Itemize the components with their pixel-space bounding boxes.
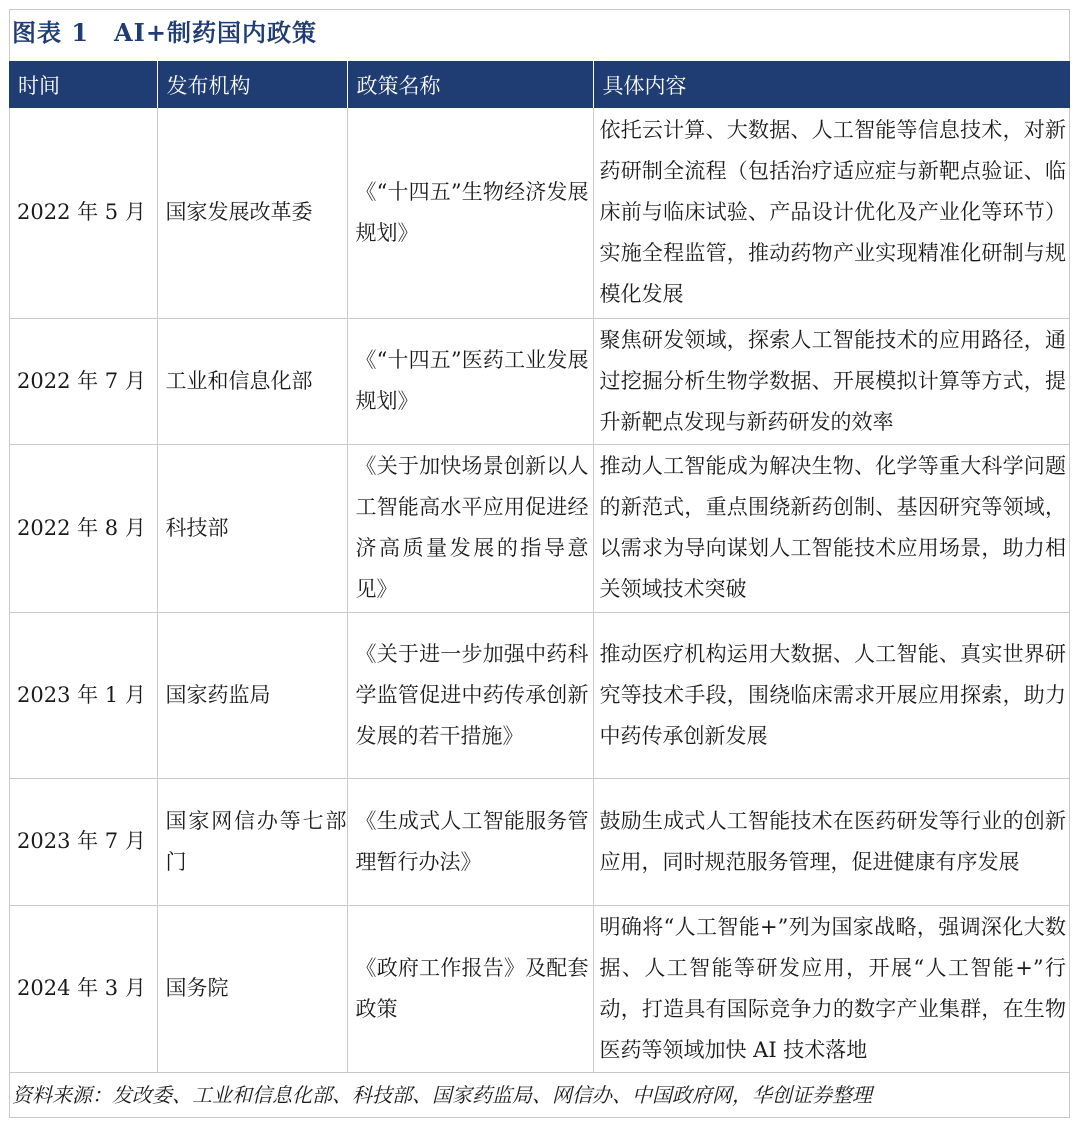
org-text: 国家发展改革委 <box>165 200 313 225</box>
header-org: 发布机构 <box>157 61 347 108</box>
content-text: 依托云计算、大数据、人工智能等信息技术，对新药研制全流程（包括治疗适应症与新靶点验证、临床前与临床试验、产品设计优化及产业化等环节）实施全程监管，推动药物产业实现精准化研制与规模化发展 <box>599 118 1066 307</box>
policy-name-text: 《关于进一步加强中药科学监管促进中药传承创新发展的若干措施》 <box>355 641 589 748</box>
org-text: 国家网信办等七部门 <box>165 808 347 874</box>
policy-name-text: 《“十四五”医药工业发展规划》 <box>355 348 589 413</box>
cell-time: 2022 年 5 月 <box>9 108 157 318</box>
cell-policy-name <box>347 444 593 612</box>
cell-org <box>157 612 347 778</box>
policy-name-text: 《关于加快场景创新以人工智能高水平应用促进经济高质量发展的指导意见》 <box>355 454 589 601</box>
header-time: 时间 <box>9 61 157 108</box>
cell-policy-name <box>347 778 593 905</box>
org-text: 科技部 <box>165 515 229 540</box>
content-text: 聚焦研发领域，探索人工智能技术的应用路径，通过挖掘分析生物学数据、开展模拟计算等方式，提升新靶点发现与新药研发的效率 <box>599 327 1066 434</box>
cell-org <box>157 108 347 318</box>
cell-content <box>593 612 1070 778</box>
cell-content <box>593 444 1070 612</box>
table-row <box>9 318 1070 444</box>
source-note: 资料来源：发改委、工业和信息化部、科技部、国家药监局、网信办、中国政府网，华创证券整理 <box>12 1083 872 1107</box>
header-content: 具体内容 <box>593 61 1070 108</box>
cell-time: 2023 年 7 月 <box>9 778 157 905</box>
table-row <box>9 108 1070 318</box>
content-text: 明确将“人工智能+”列为国家战略，强调深化大数据、人工智能等研发应用，开展“人工智能+”行动，打造具有国际竞争力的数字产业集群，在生物医药等领域加快 AI 技术落地 <box>599 914 1066 1062</box>
table-header-row <box>9 61 1070 108</box>
cell-policy-name <box>347 318 593 444</box>
table-row <box>9 612 1070 778</box>
cell-time: 2023 年 1 月 <box>9 612 157 778</box>
cell-time: 2022 年 8 月 <box>9 444 157 612</box>
org-text: 国家药监局 <box>165 682 271 707</box>
cell-policy-name <box>347 612 593 778</box>
cell-content <box>593 108 1070 318</box>
org-text: 工业和信息化部 <box>165 368 313 393</box>
table-row <box>9 778 1070 905</box>
policy-name-text: 《“十四五”生物经济发展规划》 <box>355 179 589 245</box>
policy-name-text: 《政府工作报告》及配套政策 <box>355 955 589 1021</box>
table-row <box>9 444 1070 612</box>
cell-org <box>157 778 347 905</box>
header-policy-name: 政策名称 <box>347 61 593 108</box>
cell-time: 2022 年 7 月 <box>9 318 157 444</box>
cell-org <box>157 444 347 612</box>
cell-policy-name <box>347 108 593 318</box>
content-text: 推动人工智能成为解决生物、化学等重大科学问题的新范式，重点围绕新药创制、基因研究等领域，以需求为导向谋划人工智能技术应用场景，助力相关领域技术突破 <box>599 454 1066 601</box>
cell-content <box>593 778 1070 905</box>
org-text: 国务院 <box>165 976 229 1000</box>
cell-org <box>157 905 347 1072</box>
cell-policy-name <box>347 905 593 1072</box>
cell-content <box>593 905 1070 1072</box>
content-text: 推动医疗机构运用大数据、人工智能、真实世界研究等技术手段，围绕临床需求开展应用探索，助力中药传承创新发展 <box>599 641 1066 748</box>
figure-title: 图表 1 AI+制药国内政策 <box>12 18 318 47</box>
cell-time: 2024 年 3 月 <box>9 905 157 1072</box>
policy-table <box>9 61 1070 1073</box>
policy-name-text: 《生成式人工智能服务管理暂行办法》 <box>355 808 589 874</box>
cell-org <box>157 318 347 444</box>
cell-content <box>593 318 1070 444</box>
table-row <box>9 905 1070 1072</box>
content-text: 鼓励生成式人工智能技术在医药研发等行业的创新应用，同时规范服务管理，促进健康有序发展 <box>599 808 1066 874</box>
